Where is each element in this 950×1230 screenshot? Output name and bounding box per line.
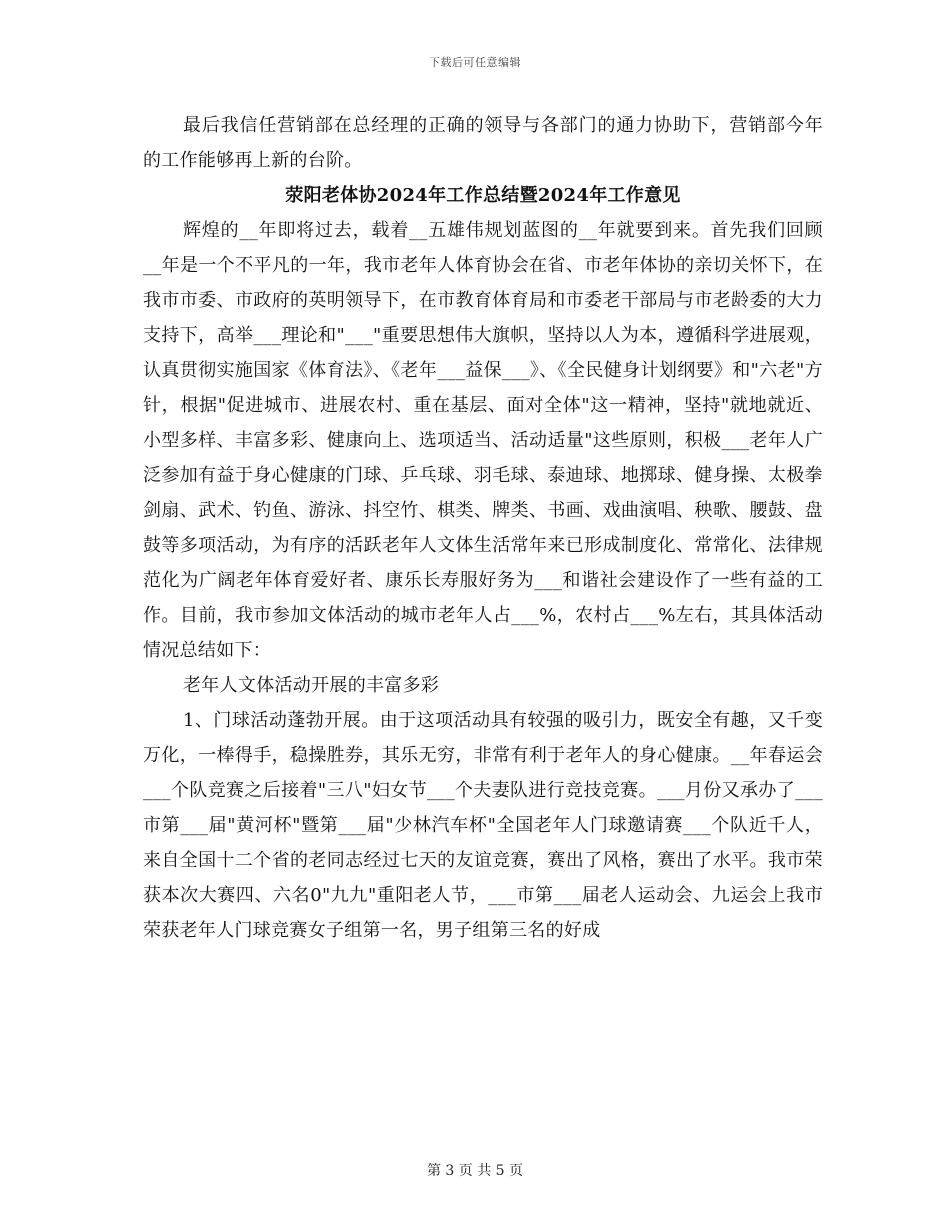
download-note: 下载后可任意编辑: [429, 56, 521, 69]
document-body: [143, 108, 823, 948]
intro-paragraph: 最后我信任营销部在总经理的正确的领导与各部门的通力协助下，营销部今年的工作能够再上新的台阶。: [143, 115, 823, 171]
body-paragraph-2: 1、门球活动蓬勃开展。由于这项活动具有较强的吸引力，既安全有趣，又千变万化，一棒得手，稳操胜券，其乐无穷，非常有利于老年人的身心健康。__年春运会___个队竞赛之后接着"三八"妇女节___个夫妻队进行竞技竞赛。___月份又承办了___市第___届"黄河杯"暨第___届"少林汽车杯"全国老年人门球邀请赛___个队近千人，来自全国十二个省的老同志经过七天的友谊竞赛，赛出了风格，赛出了水平。我市荣获本次大赛四、六名0"九九"重阳老人节，___市第___届老人运动会、九运会上我市荣获老年人门球竞赛女子组第一名，男子组第三名的好成: [143, 710, 823, 941]
section-heading: 老年人文体活动开展的丰富多彩: [183, 675, 440, 696]
body-paragraph-1: 辉煌的__年即将过去，载着__五雄伟规划蓝图的__年就要到来。首先我们回顾__年是一个不平凡的一年，我市老年人体育协会在省、市老年体协的亲切关怀下，在我市市委、市政府的英明领导下，在市教育体育局和市委老干部局与市老龄委的大力支持下，高举___理论和"___"重要思想伟大旗帜，坚持以人为本，遵循科学进展观，认真贯彻实施国家《体育法》、《老年___益保___》、《全民健身计划纲要》和"六老"方针，根据"促进城市、进展农村、重在基层、面对全体"这一精神，坚持"就地就近、小型多样、丰富多彩、健康向上、选项适当、活动适量"这些原则，积极___老年人广泛参加有益于身心健康的门球、乒乓球、羽毛球、泰迪球、地掷球、健身操、太极拳剑扇、武术、钓鱼、游泳、抖空竹、棋类、牌类、书画、戏曲演唱、秧歌、腰鼓、盘鼓等多项活动，为有序的活跃老年人文体生活常年来已形成制度化、常常化、法律规范化为广阔老年体育爱好者、康乐长寿服好务为___和谐社会建设作了一些有益的工作。目前，我市参加文体活动的城市老年人占___%，农村占___%左右，其具体活动情况总结如下：: [143, 220, 823, 661]
document-title: 荥阳老体协2024年工作总结暨2024年工作意见: [285, 185, 681, 206]
page-number: 第 3 页 共 5 页: [426, 1163, 524, 1179]
